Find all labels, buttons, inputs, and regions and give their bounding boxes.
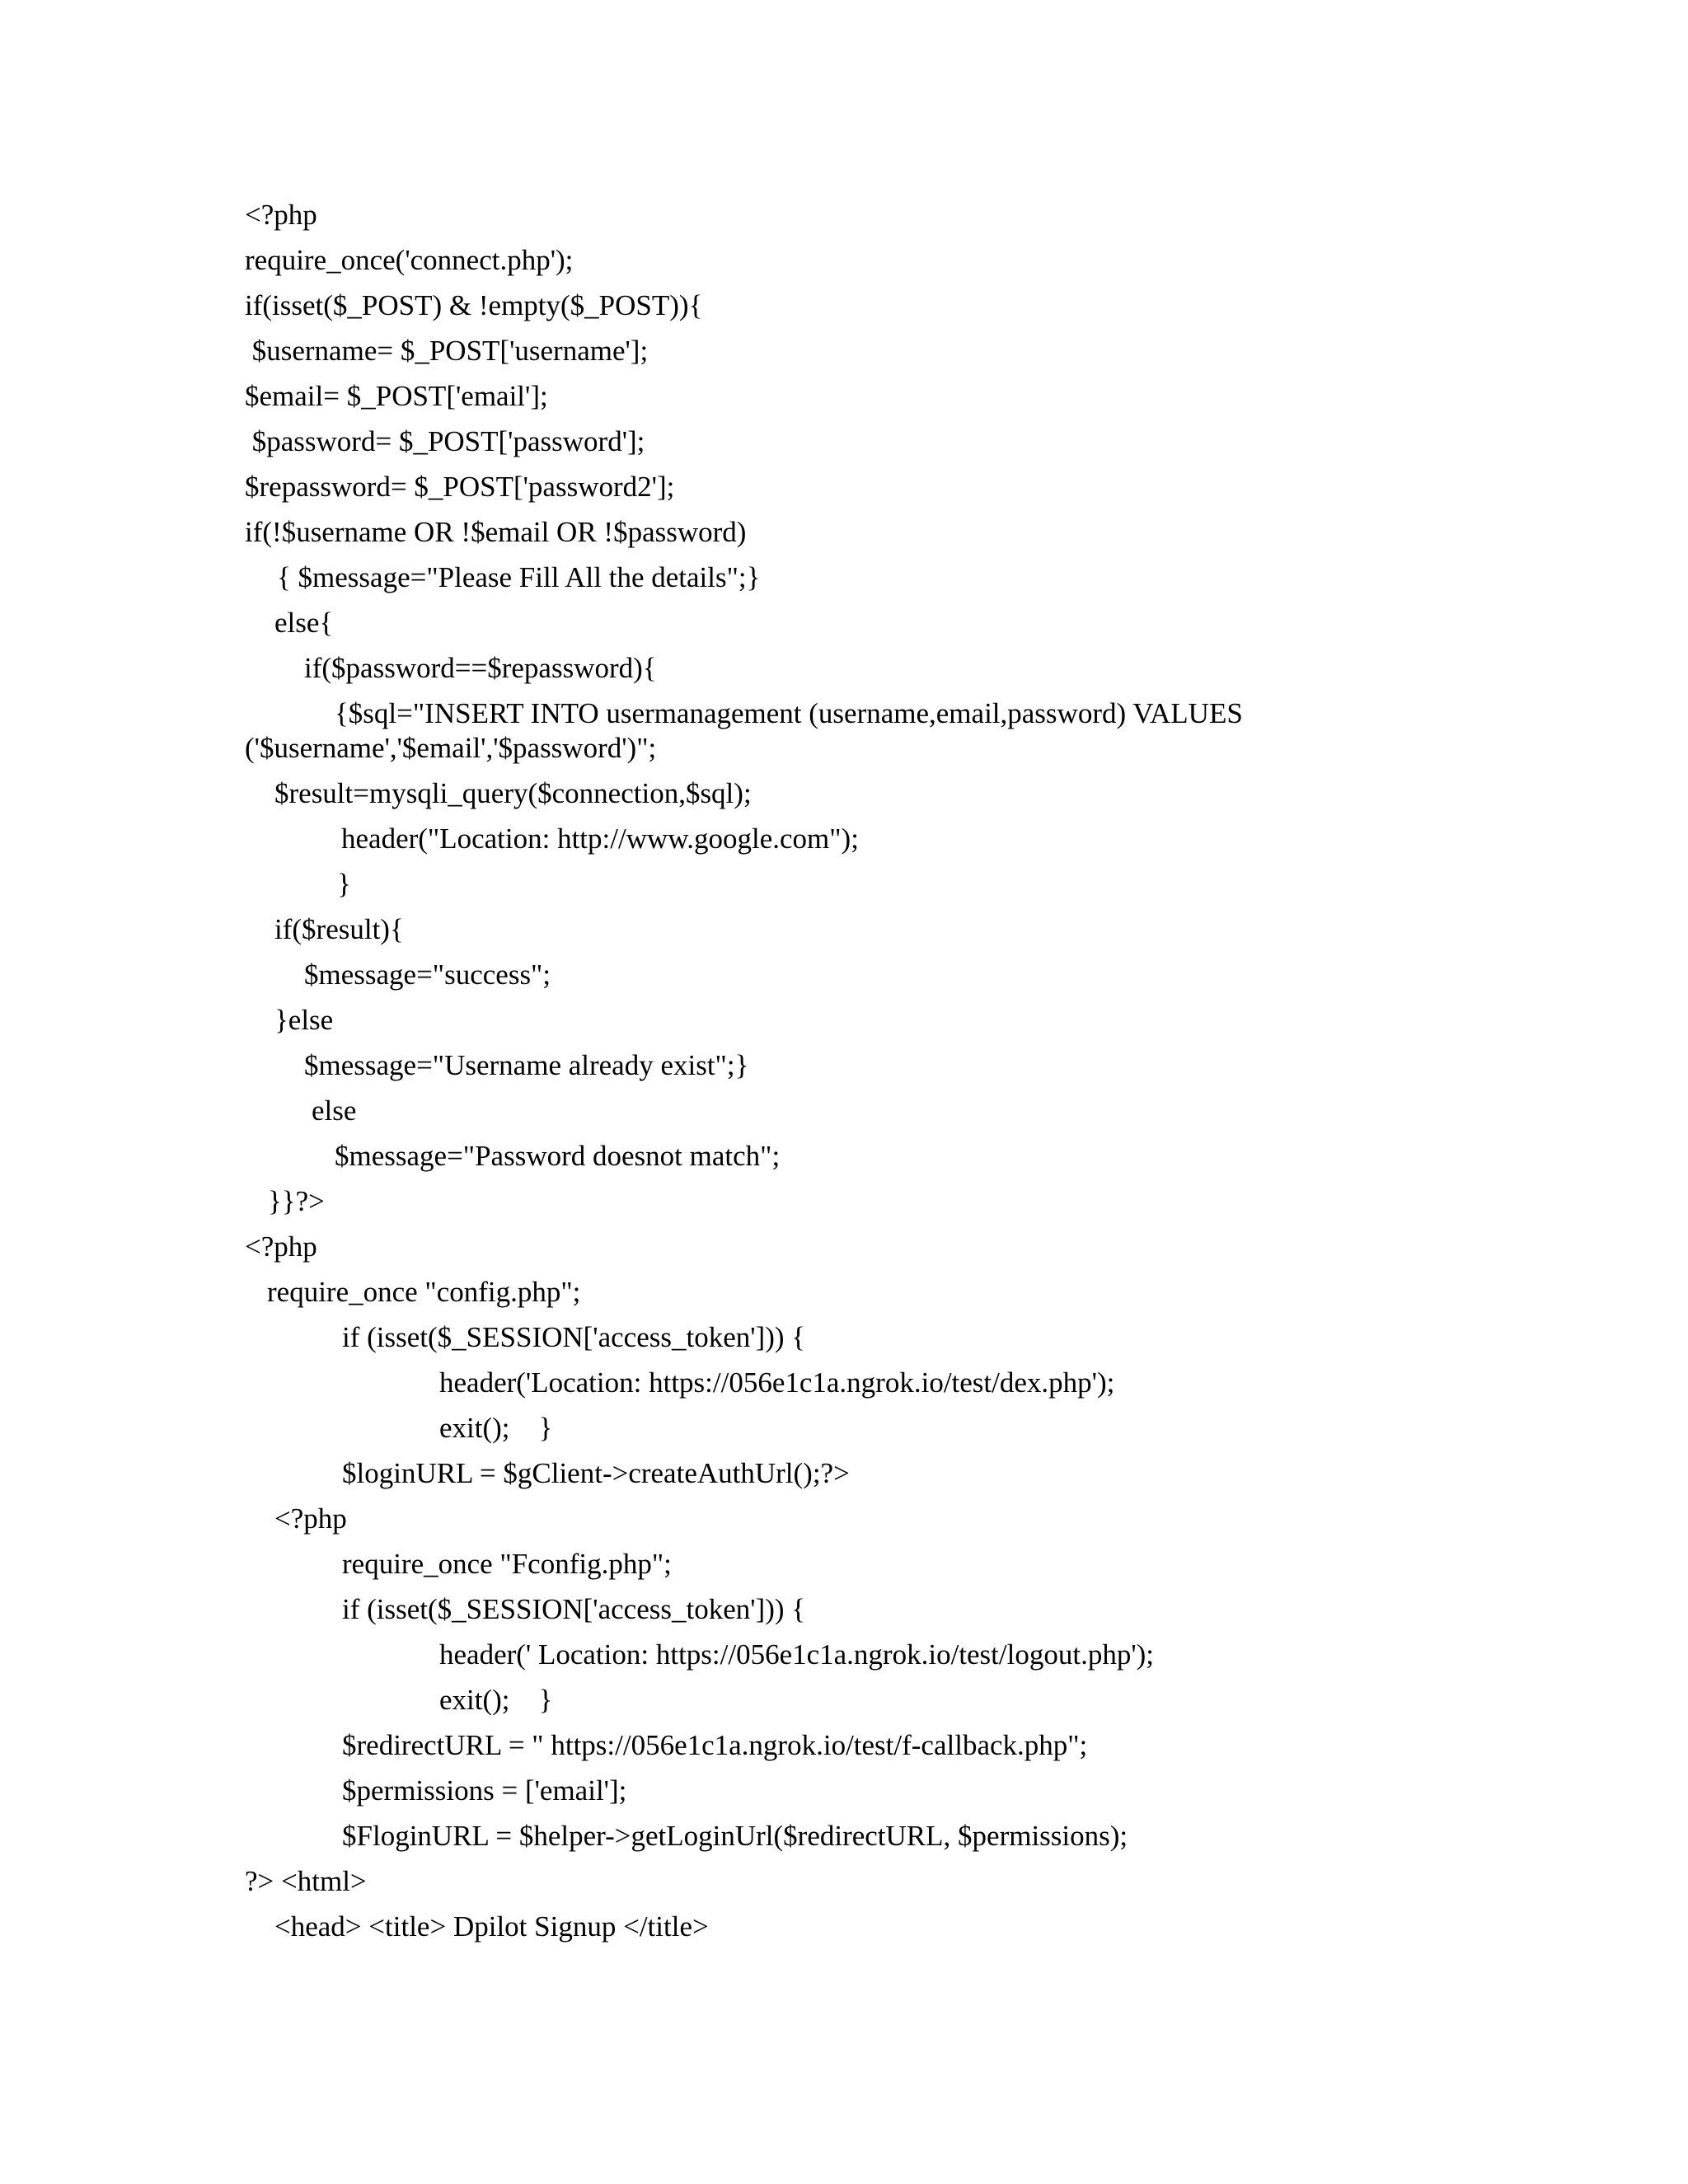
code-line-39: <head> <title> Dpilot Signup </title> [274, 1910, 709, 1943]
code-line-10: else{ [274, 607, 334, 639]
code-line-36: $permissions = ['email']; [342, 1774, 627, 1807]
code-line-15: header("Location: http://www.google.com"); [341, 823, 859, 855]
code-line-18: $message="success"; [304, 958, 551, 991]
code-line-30: <?php [274, 1502, 347, 1535]
code-line-9: { $message="Please Fill All the details";} [277, 561, 761, 593]
code-line-29: $loginURL = $gClient->createAuthUrl();?> [342, 1457, 850, 1489]
code-line-5: $email= $_POST['email']; [245, 380, 548, 412]
code-line-2: require_once('connect.php'); [245, 244, 574, 276]
code-line-17: if($result){ [274, 913, 404, 945]
code-line-24: <?php [245, 1230, 317, 1263]
code-line-7: $repassword= $_POST['password2']; [245, 471, 675, 503]
code-line-22: $message="Password doesnot match"; [335, 1140, 781, 1172]
code-line-21: else [312, 1094, 357, 1127]
code-line-8: if(!$username OR !$email OR !$password) [245, 516, 747, 548]
code-line-12: {$sql="INSERT INTO usermanagement (username,email,password) VALUES [335, 697, 1243, 729]
code-line-38: ?> <html> [245, 1865, 367, 1897]
code-line-3: if(isset($_POST) & !empty($_POST)){ [245, 289, 703, 321]
code-line-37: $FloginURL = $helper->getLoginUrl($redirectURL, $permissions); [342, 1820, 1128, 1852]
code-line-25: require_once "config.php"; [267, 1276, 581, 1308]
code-line-32: if (isset($_SESSION['access_token'])) { [342, 1593, 806, 1625]
code-line-28: exit(); } [439, 1412, 553, 1444]
code-line-16: } [337, 868, 351, 900]
code-line-23: }}?> [268, 1185, 325, 1217]
code-line-4: $username= $_POST['username']; [245, 335, 649, 367]
code-line-26: if (isset($_SESSION['access_token'])) { [342, 1321, 806, 1353]
code-line-14: $result=mysqli_query($connection,$sql); [274, 777, 752, 809]
code-line-20: $message="Username already exist";} [304, 1049, 749, 1081]
code-line-11: if($password==$repassword){ [304, 652, 657, 684]
code-line-27: header('Location: https://056e1c1a.ngrok.io/test/dex.php'); [439, 1366, 1115, 1399]
code-line-1: <?php [245, 199, 317, 231]
code-line-6: $password= $_POST['password']; [245, 425, 645, 457]
code-line-35: $redirectURL = " https://056e1c1a.ngrok.io/test/f-callback.php"; [342, 1729, 1088, 1761]
code-line-33: header(' Location: https://056e1c1a.ngrok.io/test/logout.php'); [439, 1638, 1155, 1671]
code-line-34: exit(); } [439, 1684, 553, 1716]
code-line-13: ('$username','$email','$password')"; [245, 732, 657, 764]
code-line-19: }else [274, 1004, 334, 1036]
code-line-31: require_once "Fconfig.php"; [342, 1548, 672, 1580]
